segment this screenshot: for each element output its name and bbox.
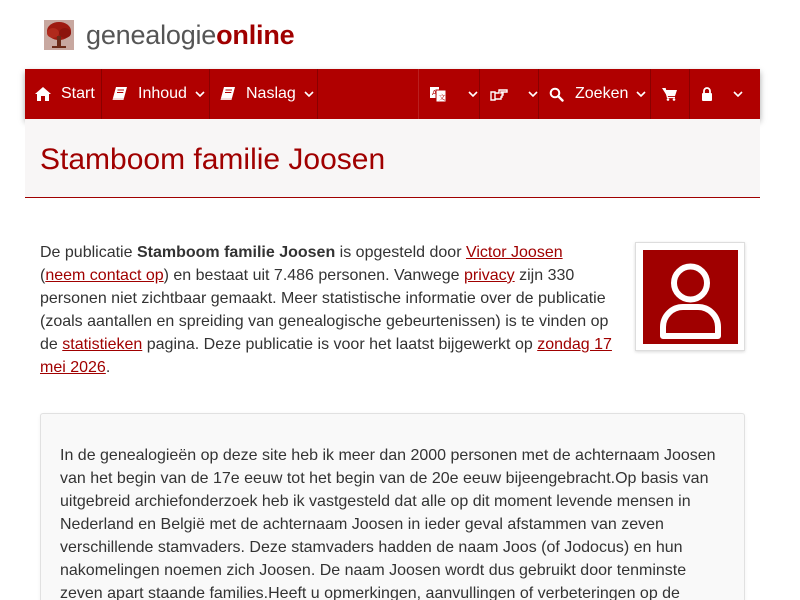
intro-text: zijn 330 personen niet zichtbaar gemaakt. Meer statistische informatie over de publicatie (zoals aantallen en spreiding van genealogische gebeurtenissen) is te vinden op de	[40, 267, 609, 353]
svg-text:A: A	[432, 88, 437, 97]
chevron-down-icon	[468, 91, 478, 97]
home-icon	[35, 87, 53, 101]
nav-language[interactable]	[418, 69, 480, 119]
privacy-link[interactable]: privacy	[463, 267, 515, 284]
nav-start[interactable]	[25, 69, 102, 119]
page-title: Stamboom familie Joosen	[40, 143, 386, 176]
avatar	[643, 250, 738, 344]
description-text: In de genealogieën op deze site heb ik meer dan 2000 personen met de achternaam Joosen van het begin van de 17e eeuw tot het begin van de 20e eeuw bijeengebracht.Op basis van uitgebreid archiefonderzoek heb ik vastgesteld dat alle op dit moment levende mensen in Nederland en België met de achternaam Joosen in ieder geval afstammen van zeven verschillende stamvaders. Deze stamvaders hadden de naam Joos (of Jodocus) en hun nakomelingen noemen zich Joosen. De naam Joosen wordt dus gebruikt door tenminste zeven apart staande families.Heeft u opmerkingen, aanvullingen of verbeteringen op de	[60, 447, 716, 600]
site-logo[interactable]	[44, 18, 294, 52]
chevron-down-icon	[195, 91, 205, 97]
nav-start-label: Start	[61, 85, 95, 102]
author-link[interactable]: Victor Joosen	[465, 244, 563, 261]
last-updated-link[interactable]: zondag 17 mei 2026	[40, 336, 612, 376]
nav-inhoud-label: Inhoud	[138, 85, 187, 102]
chevron-down-icon	[636, 91, 646, 97]
contact-link[interactable]: neem contact op	[45, 267, 164, 284]
intro-text: De publicatie	[40, 244, 137, 261]
main-navbar	[25, 69, 760, 119]
chevron-down-icon	[528, 91, 538, 97]
intro-text: (	[40, 267, 46, 284]
logo-text-genealogie: genealogie	[86, 20, 217, 50]
nav-zoeken-label: Zoeken	[575, 85, 629, 102]
intro-text: pagina. Deze publicatie is voor het laatst bijgewerkt op	[142, 336, 538, 353]
nav-zoeken[interactable]	[539, 69, 651, 119]
nav-account[interactable]	[690, 69, 745, 119]
intro-text: ) en bestaat uit 7.486 personen. Vanwege	[163, 267, 464, 284]
author-avatar-frame[interactable]	[635, 242, 745, 351]
intro-text: .	[105, 359, 111, 376]
description-panel	[40, 413, 745, 600]
lock-icon	[701, 87, 719, 101]
translate-icon	[430, 87, 448, 102]
intro-text: is opgesteld door	[335, 244, 466, 261]
tree-icon	[44, 20, 74, 50]
nav-participate[interactable]	[480, 69, 539, 119]
cart-icon	[662, 87, 680, 101]
title-panel	[25, 119, 760, 198]
chevron-down-icon	[733, 91, 743, 97]
logo-text-online: online	[216, 20, 295, 50]
search-icon	[549, 87, 567, 102]
nav-inhoud[interactable]	[102, 69, 210, 119]
nav-naslag-label: Naslag	[246, 85, 296, 102]
chevron-down-icon	[304, 91, 314, 97]
statistics-link[interactable]: statistieken	[62, 336, 143, 353]
svg-text:文: 文	[438, 93, 446, 101]
nav-cart[interactable]	[651, 69, 690, 119]
publication-intro	[40, 241, 620, 379]
user-icon	[643, 250, 738, 344]
hand-pointer-icon	[490, 87, 508, 101]
logo-text	[86, 18, 294, 52]
book-icon	[220, 87, 238, 101]
nav-naslag[interactable]	[210, 69, 318, 119]
book-icon	[112, 87, 130, 101]
publication-name: Stamboom familie Joosen	[136, 244, 336, 261]
